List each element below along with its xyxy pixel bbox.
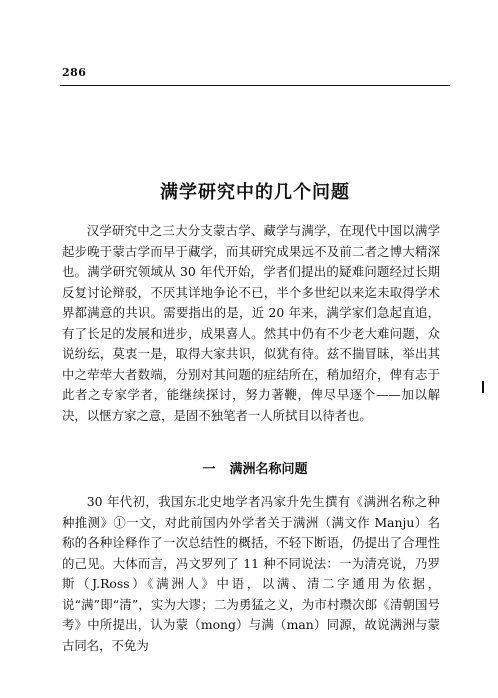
article-title: 满学研究中的几个问题: [160, 182, 350, 203]
section-number: 一: [202, 462, 216, 477]
margin-mark: [482, 381, 484, 393]
section-heading: [60, 458, 450, 477]
section-title: 满洲名称问题: [229, 462, 308, 477]
page-number: 286: [62, 66, 87, 79]
intro-paragraph: 汉学研究中之三大分支蒙古学、藏学与满学，在现代中国以满学起步晚于蒙古学而早于藏学，而其研究成果远不及前二者之博大精深也。满学研究领域从 30 年代开始，学者们提出的疑难问题经过长期反复讨论辩驳，不厌其详地争论不已，半个多世纪以来迄未取得学术界都满意的共识。需要指出的是，近 20 年来，满学家们急起直追，有了长足的发展和进步，成果喜人。然其中仍有不少老大难问题，众说纷纭，莫衷一是，取得大家共识，似犹有待。兹不揣冒昧，举出其中之荦荦大者数端，分别对其问题的症结所在，稍加绍介，俾有志于此者之专家学者，能继续探讨，努力著鞭，俾尽早逐个——加以解决，以惬方家之意，是固不独笔者一人所拭目以待者也。: [62, 223, 440, 423]
section-paragraph: 30 年代初，我国东北史地学者冯家升先生撰有《满洲名称之种种推测》①一文，对此前国内外学者关于满洲（满文作 Manju）名称的各种诠释作了一次总结性的概括，不轻下断语，仍提出了合理性的己见。大体而言，冯文罗列了 11 种不同说法：一为清亮说，乃罗斯（J.Ross）《满洲人》中语，以满、清二字通用为依据，说“满”即“清”，实为大谬；二为勇猛之义，为市村瓒次郎《清朝国号考》中所提出，认为蒙（mong）与满（man）同源，故说满洲与蒙古同名，不免为: [62, 494, 440, 653]
header-rule: [60, 85, 450, 86]
